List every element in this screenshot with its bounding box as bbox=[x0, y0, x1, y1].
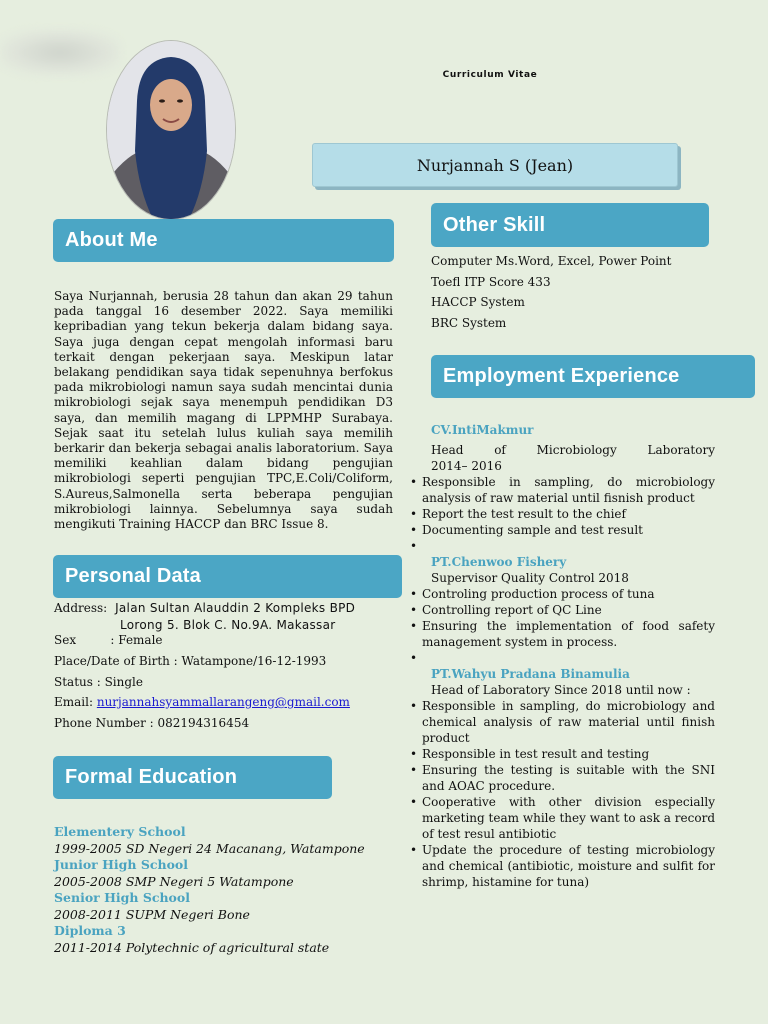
about-me-heading-label: About Me bbox=[65, 229, 158, 251]
employment-heading-label: Employment Experience bbox=[443, 365, 680, 387]
task-item: • Responsible in sampling, do microbiology analysis of raw material until fisnish product bbox=[410, 474, 715, 506]
task-item: • Controling production process of tuna bbox=[410, 586, 715, 602]
task-list bbox=[410, 586, 715, 666]
task-item: • Report the test result to the chief bbox=[410, 506, 715, 522]
employment-list bbox=[410, 422, 715, 890]
task-item: • Controlling report of QC Line bbox=[410, 602, 715, 618]
skill-item: Computer Ms.Word, Excel, Power Point bbox=[431, 254, 672, 268]
task-item: • Responsible in test result and testing bbox=[410, 746, 715, 762]
task-list bbox=[410, 474, 715, 554]
company-name: PT.Wahyu Pradana Binamulia bbox=[431, 667, 630, 681]
profile-photo bbox=[106, 40, 236, 220]
task-item: • Documenting sample and test result bbox=[410, 522, 715, 538]
school-name: Senior High School bbox=[54, 890, 190, 905]
task-item: • Ensuring the testing is suitable with the SNI and AOAC procedure. bbox=[410, 762, 715, 794]
full-name: Nurjannah S (Jean) bbox=[416, 155, 574, 175]
task-item-empty bbox=[410, 650, 715, 666]
other-skill-heading bbox=[431, 203, 709, 247]
school-detail: 2008-2011 SUPM Negeri Bone bbox=[54, 906, 250, 922]
name-box bbox=[312, 143, 678, 187]
task-item: • Responsible in sampling, do microbiology and chemical analysis of raw material until finish product bbox=[410, 698, 715, 746]
blurred-patch bbox=[0, 30, 120, 75]
about-me-heading bbox=[53, 219, 394, 262]
about-me-text: Saya Nurjannah, berusia 28 tahun dan akan 29 tahun pada tanggal 16 desember 2022. Saya memiliki kepribadian yang tekun bekerja dalam bidang saya. Saya juga dengan cepat mengolah informasi baru terkait dengan pekerjaan saya. Meskipun latar belakang pendidikan saya tidak sepenuhnya berfokus pada mikrobiologi namun saya sudah mencintai dunia mikrobiologi sejak saya menempuh pendidikan D3 saya, dan memilih magang di LPPMHP Surabaya. Sejak saat itu setelah lulus kuliah saya memilih berkarir dan bekerja sebagai analis laboratorium. Saya memiliki keahlian dalam bidang pengujian mikrobiologi seperti pengujian TPC,E.Coli/Coliform, S.Aureus,Salmonella serta beberapa pengujian mikrobiologi lainnya. Sebelumnya saya sudah mengikuti Training HACCP dan BRC Issue 8. bbox=[54, 289, 393, 532]
school-name: Diploma 3 bbox=[54, 923, 126, 938]
employment-heading bbox=[431, 355, 755, 398]
skill-item: HACCP System bbox=[431, 295, 525, 309]
skill-item: BRC System bbox=[431, 315, 507, 330]
school-name: Junior High School bbox=[54, 857, 189, 872]
address-row bbox=[54, 600, 355, 616]
task-item: • Cooperative with other division especially marketing team while they want to ask a record of test resul antibiotic bbox=[410, 794, 715, 842]
education-list bbox=[54, 824, 365, 956]
personal-data-heading bbox=[53, 555, 402, 598]
school-name: Elementery School bbox=[54, 824, 186, 839]
job-role: Head of Microbiology Laboratory bbox=[431, 443, 715, 457]
formal-education-heading-label: Formal Education bbox=[65, 766, 238, 788]
address-line-2: Lorong 5. Blok C. No.9A. Makassar bbox=[120, 618, 336, 632]
other-skill-heading-label: Other Skill bbox=[443, 213, 546, 236]
personal-data-heading-label: Personal Data bbox=[65, 565, 201, 587]
task-item: • Update the procedure of testing microbiology and chemical (antibiotic, moisture and sulfit for shrimp, histamine for tuna) bbox=[410, 842, 715, 890]
school-detail: 2011-2014 Polytechnic of agricultural state bbox=[54, 939, 330, 955]
job-period: 2014– 2016 bbox=[431, 459, 502, 473]
task-item: • Ensuring the implementation of food safety management system in process. bbox=[410, 618, 715, 650]
task-list bbox=[410, 698, 715, 890]
skills-list bbox=[431, 251, 671, 333]
formal-education-heading bbox=[53, 756, 332, 799]
job-role: Head of Laboratory Since 2018 until now : bbox=[431, 683, 691, 697]
status-row: Status : Single bbox=[54, 675, 143, 689]
skill-item: Toefl ITP Score 433 bbox=[431, 274, 551, 289]
address-line-1: Jalan Sultan Alauddin 2 Kompleks BPD bbox=[115, 601, 356, 615]
cv-title: Curriculum Vitae bbox=[442, 70, 538, 80]
phone-row: Phone Number : 082194316454 bbox=[54, 716, 250, 730]
email-link[interactable]: nurjannahsyammallarangeng@gmail.com bbox=[96, 695, 350, 709]
company-name: CV.IntiMakmur bbox=[431, 423, 534, 437]
task-item-empty bbox=[410, 538, 715, 554]
school-detail: 2005-2008 SMP Negeri 5 Watampone bbox=[54, 873, 294, 889]
address-label: Address: bbox=[54, 601, 108, 615]
job-role: Supervisor Quality Control 2018 bbox=[431, 571, 629, 585]
company-name: PT.Chenwoo Fishery bbox=[431, 555, 567, 569]
sex-row: Sex : Female bbox=[54, 633, 163, 647]
email-label: Email: bbox=[54, 695, 94, 709]
school-detail: 1999-2005 SD Negeri 24 Macanang, Watampone bbox=[54, 840, 365, 856]
birth-row: Place/Date of Birth : Watampone/16-12-1993 bbox=[54, 654, 327, 668]
email-row bbox=[54, 694, 350, 710]
